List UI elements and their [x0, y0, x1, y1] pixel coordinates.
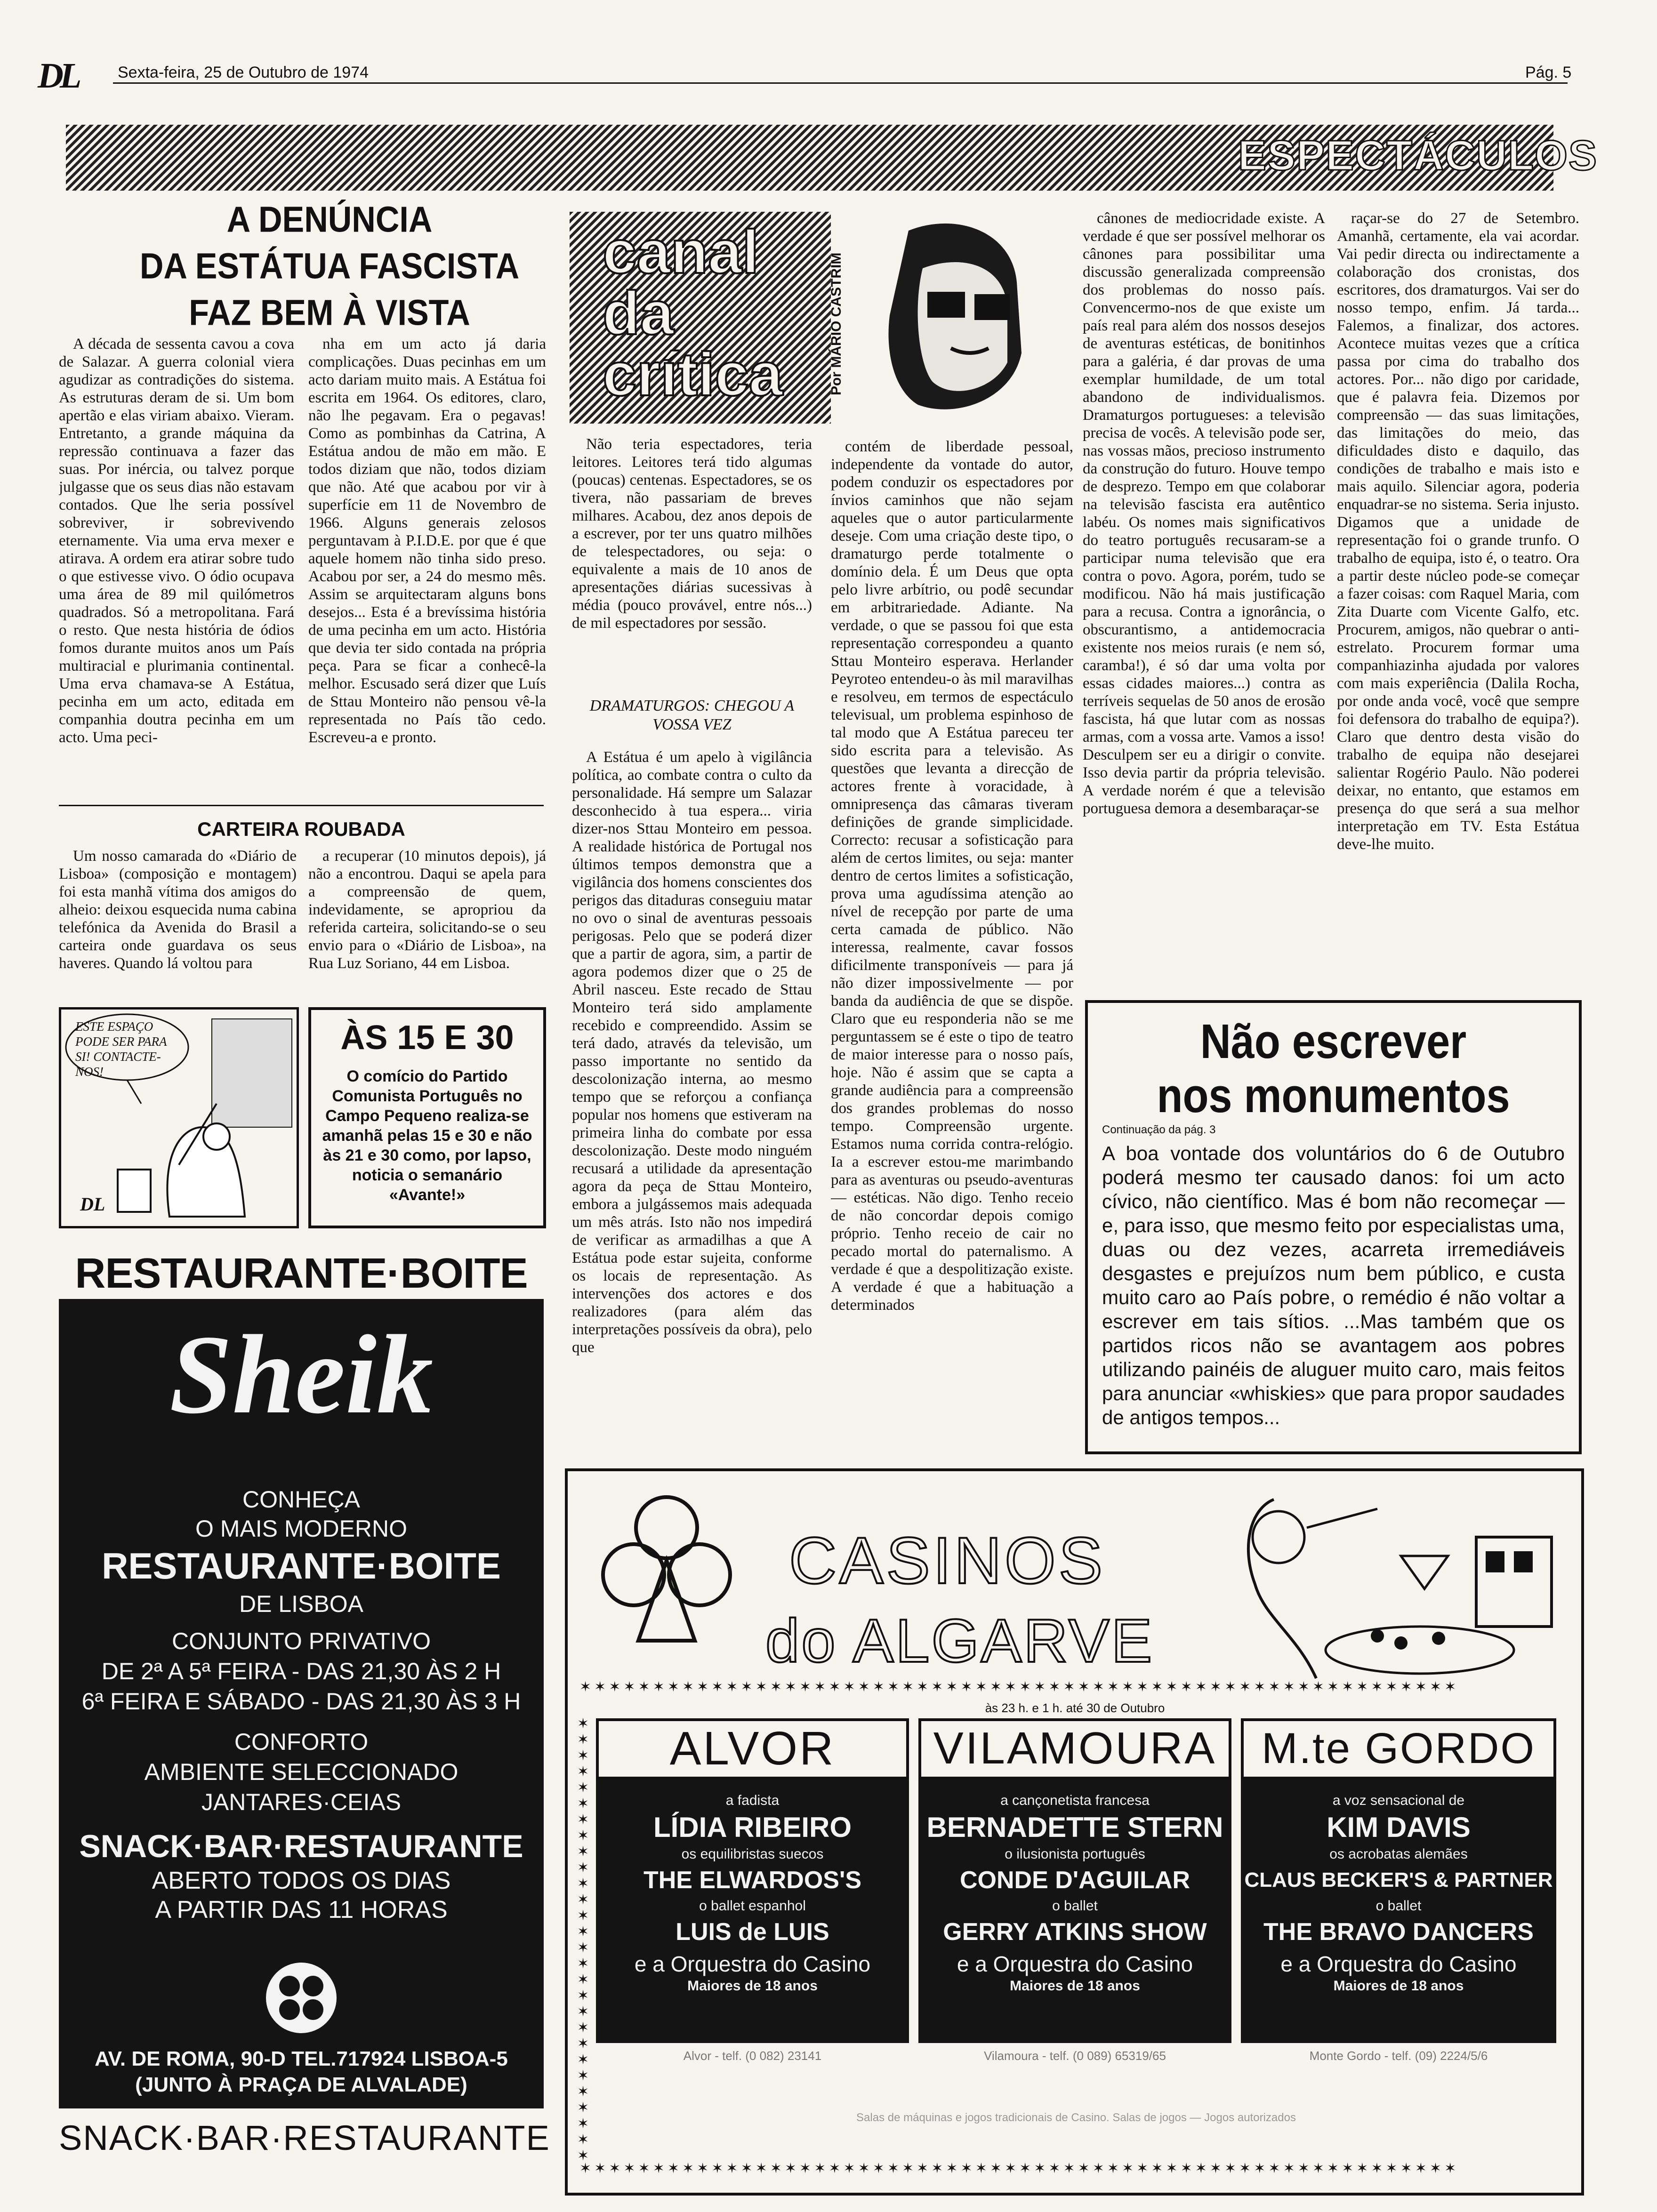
venue-act: THE ELWARDOS'S: [643, 1867, 862, 1894]
restaurant-ad: [59, 1299, 544, 2108]
article-column-1: [59, 335, 294, 801]
canal-column-4: [1337, 209, 1579, 970]
casinos-star-border-top: ✶✶✶✶✶✶✶✶✶✶✶✶✶✶✶✶✶✶✶✶✶✶✶✶✶✶✶✶✶✶✶✶✶✶✶✶✶✶✶✶✶✶✶✶✶✶✶✶✶✶✶✶✶✶✶✶✶✶✶✶: [579, 1679, 1459, 1695]
canal-text: contém de liberdade pessoal, independente da vontade do autor, podem conduzir os espectadores por ínvios caminhos que não sejam aqueles que o autor particularmente deseje. Com uma criação deste tipo, o dramaturgo perde totalmente o domínio dela. É um Deus que opta pelo livre arbítrio, ou podê secundar em arbitrariedade. Adiante. Na verdade, o que se passou foi que esta representação correspondeu a quanto Sttau Monteiro esperava. Herlander Peyroteo entendeu-o às mil maravilhas e resolveu, em termos de espectáculo televisual, um problema espinhoso de tal modo que A Estátua pareceu ter sido escrita para a televisão. As questões que levanta a direcção de actores frente à voracidade, à omnipresença das câmaras tiveram definições de grande simplicidade. Correcto: recusar a sofisticação para além de certos limites, ou seja: manter dentro de certos limites a sofisticação, prova uma agudíssima atenção ao nível de recepção por parte de uma certa camada de público. Não interessa, realmente, cavar fossos dificilmente transponíveis — para já não dizer impossivelmente — por banda da audiência de que se dispõe. Claro que eu responderia não se me perguntassem se é este o tipo de teatro de maior interesse para o nosso país, hoje. Não é assim que se capta a grande audiência para a compreensão dos grandes problemas do nosso tempo. Compreensão urgente. Estamos numa corrida contra-relógio. Ia a escrever estou-me marimbando para as aventuras ou pseudo-aventuras — estéticas. Não digo. Tenho receio de não concordar depois comigo próprio. Tenho receio de cair no pecado mortal do paternalismo. A verdade é que a despolitização existe. A verdade é que a habituação a determinados: [831, 438, 1073, 1314]
restaurant-line: DE 2ª A 5ª FEIRA - DAS 21,30 ÀS 2 H: [101, 1658, 501, 1684]
canal-logo-line-1: canal: [603, 217, 759, 286]
canal-logo-line-2: da: [603, 279, 674, 347]
restaurant-line: CONHEÇA: [242, 1486, 361, 1513]
restaurant-line: SNACK·BAR·RESTAURANTE: [79, 1828, 523, 1864]
canal-logo-line-3: crítica: [603, 340, 783, 409]
carteira-title: CARTEIRA ROUBADA: [197, 818, 405, 840]
headline-line-1: A DENÚNCIA: [226, 199, 433, 240]
venue-program: [918, 1779, 1231, 2043]
carteira-column-2: [308, 847, 546, 988]
venue-star: BERNADETTE STERN: [926, 1811, 1223, 1843]
restaurant-line: JANTARES·CEIAS: [201, 1789, 402, 1815]
casino-venue-monte-gordo: [1241, 1718, 1556, 2123]
restaurant-line: CONJUNTO PRIVATIVO: [171, 1628, 431, 1654]
restaurant-line: O MAIS MODERNO: [195, 1515, 408, 1542]
canal-text: cânones de mediocridade existe. A verdade é que ser possível melhorar os cânones para possibilitar uma discussão generalizada compreensão dos problemas do nosso país. Convencermo-nos de que existe um país real para além dos nossos desejos de aventuras estéticas, de bonitinhos para a galéria, é dar provas de uma exemplar humildade, de um total abandono de individualismos. Dramaturgos portugueses: a televisão precisa de vocês. A televisão pode ser, nas vossas mãos, precioso instrumento da construção do futuro. Houve tempo de desprezo. Tempo em que colaborar na televisão fascista era autêntico labéu. Os nomes mais significativos do teatro português recusaram-se a participar numa televisão que era contra o povo. Agora, porém, tudo se modificou. Não há mais justificação para a recusa. Contra a ignorância, o obscurantismo, a antidemocracia existente nos meios rurais (e nem só, caramba!), é só dar uma volta por essas cidades maiores...) contra as terríveis sequelas de 50 anos de erosão fascista, há que lutar com as nossas armas, com a vossa arte. Vamos a isso! Desculpem ser eu a dirigir o convite. Isso devia partir da própria televisão. A verdade norém é que a televisão portuguesa demora a desembaraçar-se: [1083, 210, 1325, 817]
venue-age: Maiores de 18 anos: [1010, 1978, 1140, 1994]
casinos-title-line-1: CASINOS: [789, 1523, 1106, 1597]
venue-ballet: LUIS de LUIS: [676, 1918, 829, 1946]
club-icon: [601, 1490, 732, 1645]
carteira-text: a recuperar (10 minutos depois), já não a encontrou. Daqui se apela para a compreensão de quem, indevidamente, se apropriou da referida carteira, solicitando-se o seu envio para o «Diário de Lisboa», na Rua Luz Soriano, 44 em Lisboa.: [308, 848, 546, 972]
casinos-star-border-bottom: ✶✶✶✶✶✶✶✶✶✶✶✶✶✶✶✶✶✶✶✶✶✶✶✶✶✶✶✶✶✶✶✶✶✶✶✶✶✶✶✶✶✶✶✶✶✶✶✶✶✶✶✶✶✶✶✶✶✶✶✶: [579, 2161, 1459, 2176]
as-15-e-30-title: ÀS 15 E 30: [340, 1019, 514, 1057]
casinos-hours: às 23 h. e 1 h. até 30 de Outubro: [985, 1701, 1165, 1715]
venue-star: LÍDIA RIBEIRO: [653, 1811, 852, 1843]
venue-name: VILAMOURA: [918, 1718, 1231, 1779]
canal-column-3: [1083, 209, 1325, 970]
canal-column-1a: [572, 435, 812, 666]
venue-program: [596, 1779, 909, 2043]
restaurant-address: AV. DE ROMA, 90-D TEL.717924 LISBOA-5: [95, 2047, 508, 2070]
monumentos-box: [1085, 1000, 1582, 1454]
venue-orchestra: e a Orquestra do Casino: [1280, 1952, 1517, 1976]
venue-age: Maiores de 18 anos: [1333, 1978, 1464, 1994]
canal-column-1b: [572, 748, 812, 1454]
venue-line: o ballet espanhol: [699, 1898, 806, 1914]
canal-logo-box: [570, 212, 831, 424]
article-text: nha em um acto já daria complicações. Duas pecinhas em um acto dariam muito mais. A Estátua foi escrita em 1964. Os editores, claro, não lhe pegavam. Era o pegavas! Como as pombinhas da Catrina, A Estátua andou de mão em mão. E todos diziam que não, todos diziam que não. Até que acabou por vir à superfície em 11 de Novembro de 1966. Alguns generais zelosos perguntavam à P.I.D.E. por que é que aquele homem não tinha sido preso. Acabou por ser, a 24 do mesmo mês. Assim se arquitectaram alguns bons desejos... Esta é a brevíssima história de uma pecinha em um acto. História que devia ter sido contada na própria peça. Para se ficar a conhecê-la melhor. Escusado será dizer que Luís de Sttau Monteiro não pensou vê-la representada no País tão cedo. Escreveu-a e pronto.: [308, 336, 546, 746]
venue-telephone: Vilamoura - telf. (0 089) 65319/65: [984, 2049, 1166, 2063]
author-photo: [852, 212, 1064, 424]
venue-line: a voz sensacional de: [1332, 1793, 1465, 1808]
headline-line-3: FAZ BEM À VISTA: [189, 292, 470, 333]
casino-venue-vilamoura: [918, 1718, 1231, 2123]
venue-program: [1241, 1779, 1556, 2043]
article-text: A década de sessenta cavou a cova de Salazar. A guerra colonial viera agudizar as contradições do sistema. As estruturas deram de si. Um bom apertão e elas viriam abaixo. Vieram. Entretanto, a grande máquina da repressão continuava a fazer das suas. Por inércia, ou talvez porque julgasse que os seus dias não estavam contados. Que lhe seria possível sobreviver, ir sobrevivendo eternamente. Via uma erva mexer e atirava. A ordem era atirar sobre tudo o que estivesse vivo. O ódio ocupava uma área de 89 mil quilómetros quadrados. Só a metropolitana. Fará o resto. Que nesta história de ódios fomos durante muitos anos um País multiracial e plurimania continental. Uma erva chamava-se A Estátua, pecinha em um acto, editada em companhia doutra pecinha em um acto. Uma peci-: [59, 336, 294, 746]
venue-line: os acrobatas alemães: [1329, 1846, 1468, 1862]
venue-line: a fadista: [725, 1793, 780, 1808]
page-number: Pág. 5: [1525, 64, 1572, 81]
page-date: Sexta-feira, 25 de Outubro de 1974: [118, 64, 369, 81]
canal-subhead: DRAMATURGOS: CHEGOU A VOSSA VEZ: [589, 697, 795, 733]
restaurant-emblem-icon: [266, 1963, 337, 2033]
cartoon-signature: DL: [80, 1194, 105, 1215]
venue-line: o ballet: [1052, 1898, 1098, 1914]
casinos-ad: [565, 1468, 1584, 2196]
casinos-footer: Salas de máquinas e jogos tradicionais de Casino. Salas de jogos — Jogos autorizados: [856, 2111, 1296, 2124]
section-banner-title: ESPECTÁCULOS: [1238, 132, 1598, 179]
casino-venue-alvor: [596, 1718, 909, 2123]
restaurant-brand-logo: Sheik: [169, 1312, 434, 1437]
restaurant-line: RESTAURANTE·BOITE: [102, 1545, 501, 1587]
casinos-title-line-2: do ALGARVE: [765, 1606, 1154, 1675]
venue-orchestra: e a Orquestra do Casino: [957, 1952, 1193, 1976]
as-15-e-30-text: O comício do Partido Comunista Português no Campo Pequeno realiza-se amanhã pelas 15 e 30 e não às 21 e 30 como, por lapso, noticia o semanário «Avante!»: [322, 1067, 532, 1204]
monumentos-title: [1102, 1015, 1565, 1123]
monumentos-title-line-2: nos monumentos: [1157, 1069, 1510, 1123]
restaurant-line: ABERTO TODOS OS DIAS: [152, 1867, 451, 1894]
restaurant-ad-body: [59, 1485, 544, 1924]
canal-text: Não teria espectadores, teria leitores. Leitores terá tido algumas (poucas) centenas. Espectadores, se os tivera, não passariam de breves milhares. Acabou, dez anos depois de a escrever, por ter uns quatro milhões de telespectadores, ou seja: o equivalente a mais de 10 anos de apresentações diárias sucessivas à média (pouco provável, entre nós...) de mil espectadores por sessão.: [572, 436, 812, 632]
venue-line: a cançonetista francesa: [1000, 1793, 1150, 1808]
column-rule: [59, 805, 544, 806]
venue-line: o ballet: [1375, 1898, 1422, 1914]
restaurant-top-title: RESTAURANTE·BOITE: [75, 1250, 528, 1297]
canal-text: raçar-se do 27 de Setembro. Amanhã, certamente, ela vai acordar. Vai pedir directa ou indirectamente a colaboração dos cronistas, dos escritores, dos dramaturgos. Vai ser do nosso tempo, enfim. Já tarda... Falemos, a finalizar, dos actores. Acontece muitas vezes que a crítica passa por cima do trabalho dos actores. Por... não digo por caridade, que é palavra feia. Dizemos por compreensão — das suas limitações, das limitações do meio, das dificuldades disto e daquilo, das condições de trabalho e mais isto e mais aquilo. Silenciar agora, poderia enquadrar-se no sistema. Seria injusto. Digamos que a unidade de representação foi o grande trunfo. O trabalho de equipa, isto é, o teatro. Ora a partir deste núcleo pode-se começar a fazer coisas: com Raquel Maria, com Zita Duarte com Vicente Galfo, etc. Procurem, amigos, não quebrar o anti-estrelato. Procurem formar uma companhiazinha ajudada por valores com mais experiência (Dalila Rocha, por onde anda você, você que sempre foi defensora do trabalho de equipa?). Claro que dentro desta visão do trabalho de equipa não desejarei salientar Rogério Paulo. Não poderei deixar, no entanto, que estamos em presença do que será a sua melhor interpretação em TV. Esta Estátua deve-lhe muito.: [1337, 210, 1579, 853]
as-15-e-30-box: [308, 1007, 546, 1228]
restaurant-line: CONFORTO: [234, 1729, 369, 1755]
cartoon-speech-text: ESTE ESPAÇO PODE SER PARA SI! CONTACTE-NOS!: [75, 1019, 167, 1079]
canal-text: A Estátua é um apelo à vigilância política, ao combate contra o culto da personalidade. Há sempre um Salazar desconhecido à tua espera... viria dizer-nos Sttau Monteiro em pessoa. A realidade histórica de Portugal nos últimos tempos demonstra que a vigilância dos homens conscientes dos perigos das ditaduras conseguiu matar no ovo o sinal de aventuras pessoais perigosas. Pelo que se poderá dizer que a partir de agora, sim, a partir de agora podemos dizer que o 25 de Abril nasceu. Este recado de Sttau Monteiro terá sido amplamente recebido e compreendido. Assim se terá dado, através da televisão, um passo importante no sentido da descolonização interna, ao mesmo tempo que se reforçou a confiança popular nos homens que estiveram na primeira linha do combate por essa descolonização. Deste modo ninguém recusará a utilidade da apresentação agora da peça de Sttau Monteiro, embora a julgássemos mais adequada um mês atrás. Isto não nos impedirá de verificar as armadilhas a que A Estátua pode estar sujeita, conforme os locais de representação. As intervenções dos actores e dos realizadores (para além das interpretações possíveis da obra), pelo que: [572, 749, 812, 1356]
venue-ballet: GERRY ATKINS SHOW: [943, 1918, 1207, 1946]
article-column-2: [308, 335, 546, 801]
restaurant-line: 6ª FEIRA E SÁBADO - DAS 21,30 ÀS 3 H: [81, 1688, 521, 1715]
monumentos-text: A boa vontade dos voluntários do 6 de Outubro poderá mesmo ter causado danos: foi um acto cívico, não científico. Mas é bom não recomeçar — e, para isso, que mesmo feito por especialistas uma, duas ou dez vezes, acarreta irremediáveis desgastes e prejuízos num bem público, e custa muito caro ao País pobre, o remédio é não voltar a escrever em tais sítios. ...Mas também que os partidos ricos não se avantagem aos pobres utilizando painéis de aluguer muito caro, mais feitos para anunciar «whiskies» que para propor saudades de antigos tempos...: [1102, 1142, 1565, 1428]
casino-illustration: [1156, 1481, 1570, 1688]
venue-age: Maiores de 18 anos: [687, 1978, 818, 1994]
carteira-column-1: [59, 847, 297, 988]
header-rule: [113, 82, 1568, 84]
venue-act: CONDE D'AGUILAR: [959, 1867, 1190, 1894]
restaurant-line: DE LISBOA: [239, 1591, 363, 1617]
monumentos-title-line-1: Não escrever: [1200, 1015, 1467, 1069]
restaurant-line: AMBIENTE SELECCIONADO: [144, 1759, 458, 1785]
article-headline: [94, 196, 565, 336]
casinos-star-border-left: ✶✶✶✶✶✶✶✶✶✶✶✶✶✶✶✶✶✶✶✶✶✶✶✶✶✶✶✶: [577, 1716, 592, 2164]
restaurant-address-note: (JUNTO À PRAÇA DE ALVALADE): [135, 2073, 467, 2096]
venue-line: os equilibristas suecos: [681, 1846, 824, 1862]
canal-column-2: [831, 438, 1073, 1454]
cartoon-box: [59, 1007, 299, 1228]
restaurant-bottom-title: SNACK·BAR·RESTAURANTE: [59, 2118, 550, 2157]
venue-act: CLAUS BECKER'S & PARTNER: [1244, 1868, 1553, 1891]
venue-name: M.te GORDO: [1241, 1718, 1556, 1779]
venue-name: ALVOR: [596, 1718, 909, 1779]
headline-line-2: DA ESTÁTUA FASCISTA: [139, 246, 520, 286]
venue-telephone: Alvor - telf. (0 082) 23141: [683, 2049, 822, 2063]
monumentos-continuation: Continuação da pág. 3: [1102, 1123, 1216, 1136]
venue-telephone: Monte Gordo - telf. (09) 2224/5/6: [1309, 2049, 1488, 2063]
venue-star: KIM DAVIS: [1327, 1811, 1471, 1843]
venue-orchestra: e a Orquestra do Casino: [634, 1952, 871, 1976]
carteira-text: Um nosso camarada do «Diário de Lisboa» (composição e montagem) foi esta manhã vítima dos amigos do alheio: deixou esquecida numa cabina telefónica da Avenida do Brasil a carteira onde guardava os seus haveres. Quando lá voltou para: [59, 848, 297, 972]
canal-byline: Por MÁRIO CASTRIM: [828, 252, 844, 395]
restaurant-line: A PARTIR DAS 11 HORAS: [155, 1896, 448, 1923]
masthead-logo: DL: [38, 56, 78, 96]
venue-line: o ilusionista português: [1005, 1846, 1145, 1862]
venue-ballet: THE BRAVO DANCERS: [1263, 1918, 1534, 1946]
